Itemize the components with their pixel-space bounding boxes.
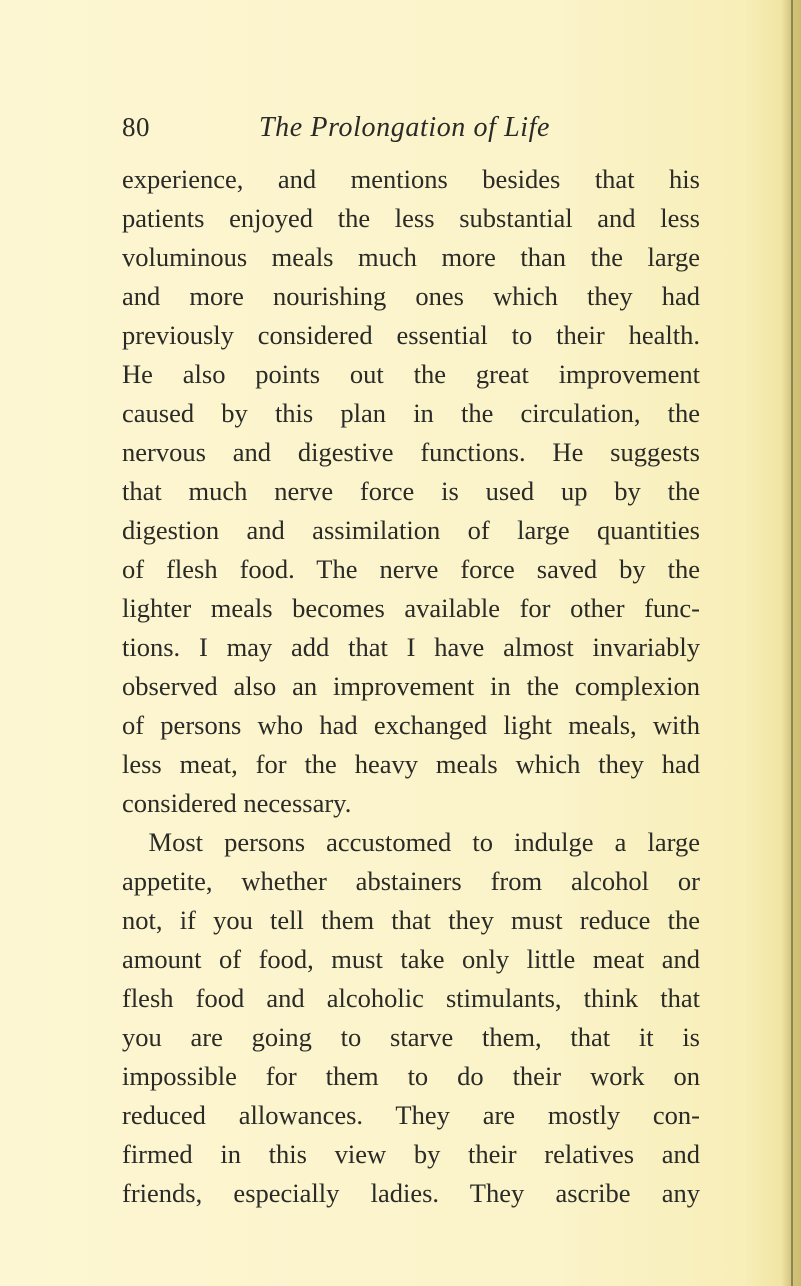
text-line: digestion and assimilation of large quantities <box>122 515 700 545</box>
text-line: caused by this plan in the circulation, the <box>122 398 700 428</box>
text-line: flesh food and alcoholic stimulants, think that <box>122 983 700 1013</box>
text-line: less meat, for the heavy meals which they had <box>122 749 700 779</box>
page-edge-line <box>791 0 793 1286</box>
text-line: friends, especially ladies. They ascribe any <box>122 1178 700 1208</box>
text-line: patients enjoyed the less substantial and less <box>122 203 700 233</box>
text-line: considered necessary. <box>122 788 352 818</box>
text-line: and more nourishing ones which they had <box>122 281 700 311</box>
page-number: 80 <box>122 112 150 142</box>
text-line: nervous and digestive functions. He suggests <box>122 437 700 467</box>
body-text <box>122 160 700 1213</box>
text-line: reduced allowances. They are mostly con- <box>122 1100 700 1130</box>
text-line: of persons who had exchanged light meals, with <box>122 710 700 740</box>
running-head <box>122 112 702 152</box>
text-line: firmed in this view by their relatives and <box>122 1139 700 1169</box>
text-line: that much nerve force is used up by the <box>122 476 700 506</box>
text-line: tions. I may add that I have almost invariably <box>122 632 700 662</box>
running-title: The Prolongation of Life <box>259 112 551 143</box>
text-line: He also points out the great improvement <box>122 359 700 389</box>
text-line: lighter meals becomes available for other func- <box>122 593 700 623</box>
text-line: not, if you tell them that they must reduce the <box>122 905 700 935</box>
text-line: amount of food, must take only little meat and <box>122 944 700 974</box>
text-line: observed also an improvement in the complexion <box>122 671 700 701</box>
text-line: previously considered essential to their health. <box>122 320 700 350</box>
text-line: of flesh food. The nerve force saved by the <box>122 554 700 584</box>
text-line: appetite, whether abstainers from alcohol or <box>122 866 700 896</box>
text-line: Most persons accustomed to indulge a large <box>122 827 700 857</box>
text-line: you are going to starve them, that it is <box>122 1022 700 1052</box>
text-line: impossible for them to do their work on <box>122 1061 700 1091</box>
text-line: voluminous meals much more than the large <box>122 242 700 272</box>
text-line: experience, and mentions besides that his <box>122 164 700 194</box>
